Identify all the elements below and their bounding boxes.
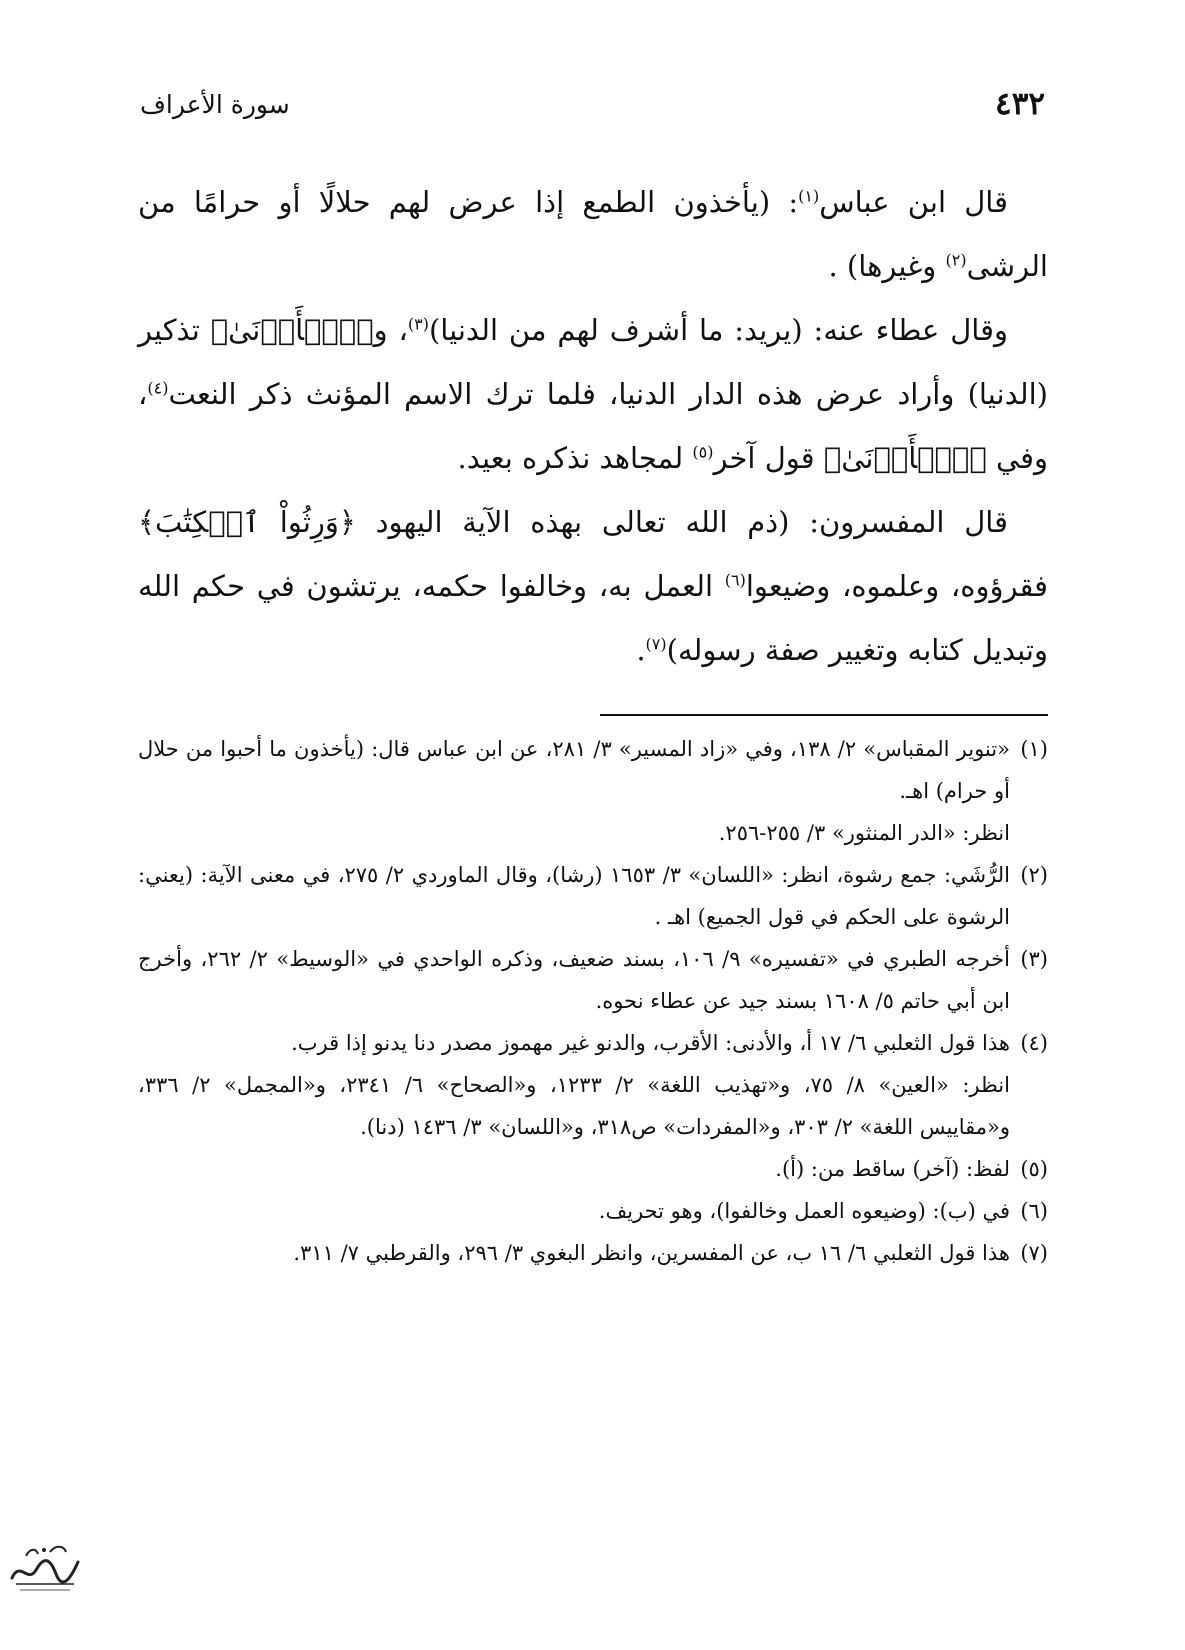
running-head	[140, 84, 1045, 130]
footnote-4	[138, 1022, 1048, 1148]
footnote-number: (٤)	[1020, 1031, 1048, 1055]
footnote-ref: (٣)	[407, 314, 429, 334]
paragraph-text: لمجاهد نذكره بعيد.	[457, 441, 693, 475]
footnote-text: هذا قول الثعلبي ٦/ ١٧ أ، والأدنى: الأقرب، والدنو غير مهموز مصدر دنا يدنو إذا قرب.	[291, 1031, 1010, 1055]
footnote-body	[138, 1232, 1010, 1274]
footnote-body	[138, 1148, 1010, 1190]
paragraph-text: : (يأخذون الطمع إذا عرض لهم حلالًا أو حرامًا من الرشى	[138, 185, 1048, 283]
footnote-text: هذا قول الثعلبي ٦/ ١٦ ب، عن المفسرين، وانظر البغوي ٣/ ٢٩٦، والقرطبي ٧/ ٣١١.	[293, 1241, 1010, 1265]
footnote-body	[138, 854, 1010, 938]
main-text	[138, 170, 1048, 682]
footnote-text: انظر: «العين» ٨/ ٧٥، و«تهذيب اللغة» ٢/ ١٢٣٣، و«الصحاح» ٦/ ٢٣٤١، و«المجمل» ٢/ ٣٣٦، و«مقاييس اللغة» ٢/ ٣٠٣، و«المفردات» ص٣١٨، و«اللسان» ٣/ ١٤٣٦ (دنا).	[138, 1073, 1010, 1139]
paragraph-3	[138, 490, 1048, 682]
footnote-6	[138, 1190, 1048, 1232]
footnote-body	[138, 1190, 1010, 1232]
footnote-ref: (٥)	[692, 442, 714, 462]
footnote-number: (٧)	[1020, 1241, 1048, 1265]
footnote-5	[138, 1148, 1048, 1190]
paragraph-text: ، و﴿ٱلۡأَدۡنَىٰ﴾ تذكير (الدنيا) وأراد عرض هذه الدار الدنيا، فلما ترك الاسم المؤنث ذكر النعت	[138, 313, 1048, 411]
paragraph-text: وغيرها) .	[828, 249, 946, 283]
footnote-number: (٢)	[1020, 863, 1048, 887]
footnote-2	[138, 854, 1048, 938]
footnote-3	[138, 938, 1048, 1022]
paragraph-2	[138, 298, 1048, 490]
footnote-text: انظر: «الدر المنثور» ٣/ ٢٥٥-٢٥٦.	[718, 821, 1010, 845]
footnote-ref: (٤)	[147, 378, 169, 398]
paragraph-text: العمل به، وخالفوا حكمه، يرتشون في حكم الله وتبديل كتابه وتغيير صفة رسوله)	[138, 569, 1048, 667]
footnotes	[138, 728, 1048, 1274]
footnote-body	[138, 728, 1010, 854]
footnote-1	[138, 728, 1048, 854]
footnote-number: (٦)	[1020, 1199, 1048, 1223]
paragraph-text: قال ابن عباس	[819, 185, 1009, 219]
footnote-body	[138, 938, 1010, 1022]
library-seal-logo	[6, 1540, 84, 1594]
footnote-number: (١)	[1020, 737, 1048, 761]
paragraph-text: قال المفسرون: (ذم الله تعالى بهذه الآية اليهود ﴿وَرِثُواْ ٱلۡكِتَٰبَ﴾ فقرؤوه، وعلموه، وضيعوا	[138, 505, 1049, 603]
footnote-separator	[600, 714, 1048, 716]
footnote-text: الرُّشَي: جمع رشوة، انظر: «اللسان» ٣/ ١٦٥٣ (رشا)، وقال الماوردي ٢/ ٢٧٥، في معنى الآية: (يعني: الرشوة على الحكم في قول الجميع) اهـ .	[138, 863, 1010, 929]
paragraph-text: وقال عطاء عنه: (يريد: ما أشرف لهم من الدنيا)	[428, 313, 1008, 347]
paragraph-text: ، وفي ﴿ٱلۡأَدۡنَىٰ﴾ قول آخر	[138, 377, 1048, 475]
footnote-text: «تنوير المقباس» ٢/ ١٣٨، وفي «زاد المسير» ٣/ ٢٨١، عن ابن عباس قال: (يأخذون ما أحبوا من حلال أو حرام) اهـ.	[138, 737, 1010, 803]
page-number: ٤٣٢	[995, 86, 1045, 122]
footnote-text: أخرجه الطبري في «تفسيره» ٩/ ١٠٦، بسند ضعيف، وذكره الواحدي في «الوسيط» ٢/ ٢٦٢، وأخرج ابن أبي حاتم ٥/ ١٦٠٨ بسند جيد عن عطاء نحوه.	[138, 947, 1010, 1013]
footnote-body	[138, 1022, 1010, 1148]
footnote-ref: (١)	[798, 186, 820, 206]
footnote-number: (٥)	[1020, 1157, 1048, 1181]
footnote-7	[138, 1232, 1048, 1274]
footnote-ref: (٦)	[724, 570, 746, 590]
paragraph-text: .	[636, 633, 646, 667]
paragraph-1	[138, 170, 1048, 298]
surah-title: سورة الأعراف	[140, 90, 290, 119]
footnote-text: لفظ: (آخر) ساقط من: (أ).	[775, 1157, 1010, 1181]
footnote-ref: (٢)	[945, 250, 967, 270]
footnote-text: في (ب): (وضيعوه العمل وخالفوا)، وهو تحريف.	[598, 1199, 1010, 1223]
footnote-ref: (٧)	[645, 634, 667, 654]
footnote-number: (٣)	[1020, 947, 1048, 971]
